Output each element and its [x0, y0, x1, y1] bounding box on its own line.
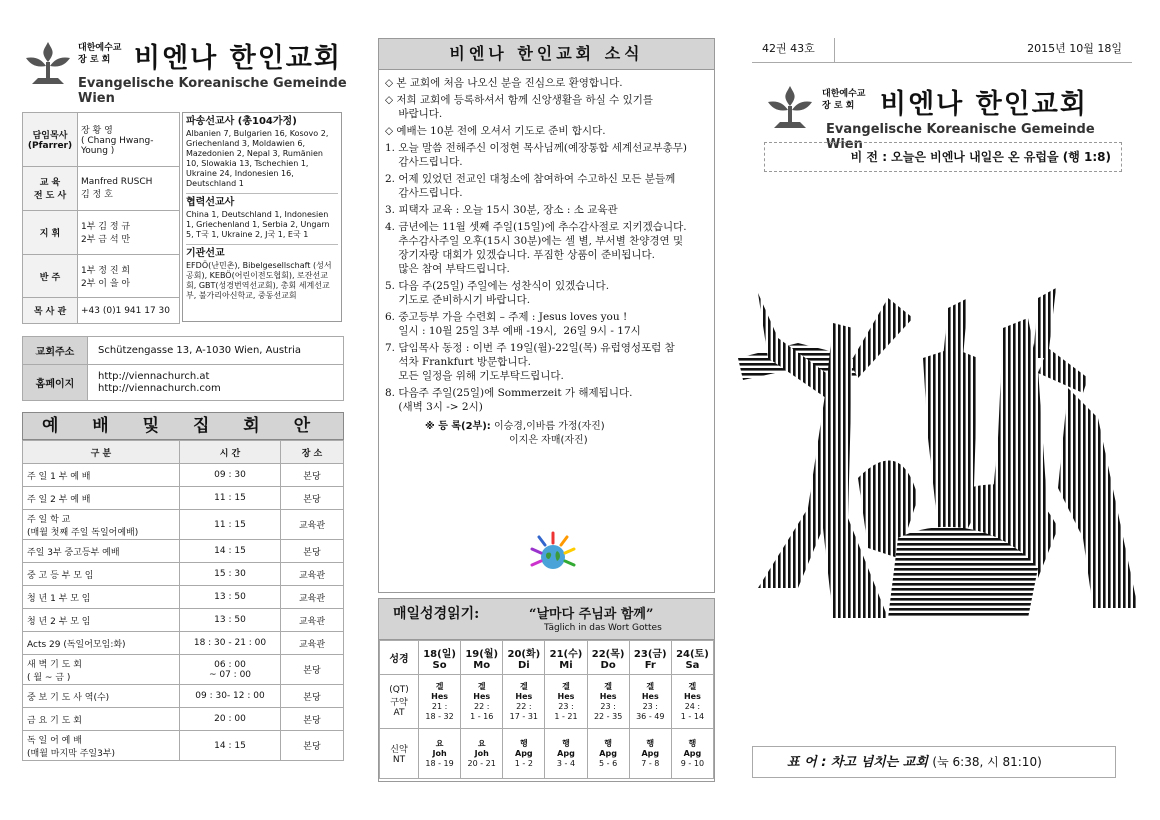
reading-book: Hes: [683, 691, 701, 701]
bible-row-label: 성경: [380, 641, 419, 675]
homepage-link-at[interactable]: http://viennachurch.at: [98, 370, 210, 382]
reading-book: Hes: [557, 691, 575, 701]
bible-nt-reading: [671, 729, 713, 779]
reading-book: Apg: [557, 748, 575, 758]
reading-book: Apg: [515, 748, 533, 758]
bible-ot-reading: [587, 675, 629, 729]
reading-verses: 1 - 16: [470, 711, 494, 721]
mission-group: [186, 194, 338, 245]
bible-ot-reading: [545, 675, 587, 729]
reading-book-ko: 겔: [435, 681, 444, 691]
news-item: 2. 어제 있었던 전교인 대청소에 참여하여 수고하신 모든 분들께 감사드립니다.: [385, 173, 676, 199]
motto-box: 표 어 : 차고 넘치는 교회 (눅 6:38, 시 81:10): [752, 746, 1116, 778]
reading-verses: 1 - 2: [514, 758, 533, 768]
reading-verses: 1 - 21: [554, 711, 578, 721]
reading-chapter: 23 :: [558, 701, 574, 711]
cover-church-name-ko: 비엔나 한인교회: [880, 89, 1088, 120]
worship-name: 주 일 1 부 예 배: [23, 464, 180, 487]
staff-name: 장 황 영 ( Chang Hwang-Young ): [78, 113, 180, 167]
bible-title-quote: “날마다 주님과 함께”: [529, 607, 654, 622]
bible-nt-reading: [503, 729, 545, 779]
worship-table: [22, 440, 344, 761]
reading-verses: 22 - 35: [593, 711, 623, 721]
worship-place: 본당: [281, 464, 344, 487]
news-item: ◇ 예배는 10분 전에 오셔서 기도로 준비 합시다.: [385, 125, 606, 137]
reading-book: Apg: [599, 748, 617, 758]
staff-row: [23, 113, 180, 167]
reading-chapter: 23 :: [600, 701, 616, 711]
motto-text: 차고 넘치는 교회: [830, 755, 928, 770]
staff-name: 1부 정 진 희 2부 이 을 아: [78, 254, 180, 298]
worship-title: 예 배 및 집 회 안 내: [22, 412, 344, 440]
reading-chapter: 24 :: [684, 701, 701, 711]
bible-nt-row: [380, 729, 714, 779]
worship-time: 20 : 00: [180, 708, 281, 731]
reading-book: Hes: [473, 691, 491, 701]
bible-ot-row: [380, 675, 714, 729]
registration-individual: 이지은 자매(자진): [509, 435, 588, 446]
worship-place: 교육관: [281, 563, 344, 586]
worship-place: 본당: [281, 540, 344, 563]
bible-ot-reading: [461, 675, 503, 729]
bible-day-ko: 18(일): [423, 648, 456, 660]
worship-place: 본당: [281, 731, 344, 761]
cover-denomination-bottom: 장 로 회: [822, 101, 855, 111]
bible-day-de: Do: [600, 659, 616, 671]
worship-time: 13 : 50: [180, 586, 281, 609]
reading-verses: 20 - 21: [467, 758, 496, 768]
bible-nt-reading: [419, 729, 461, 779]
reading-book-ko: 행: [646, 738, 655, 748]
worship-row: [23, 731, 344, 761]
vision-box: 비 전 : 오늘은 비엔나 내일은 온 유럽을 (행 1:8): [764, 142, 1122, 172]
worship-name: 주 일 학 교 (매월 첫째 주일 독일어예배): [23, 510, 180, 540]
bible-day-de: Mo: [473, 659, 491, 671]
reading-book-ko: 요: [477, 738, 486, 748]
registration-label: ※ 등 록(2부):: [425, 421, 491, 432]
bible-day-ko: 24(토): [676, 648, 709, 660]
reading-verses: 36 - 49: [636, 711, 665, 721]
homepage-link-com[interactable]: http://viennachurch.com: [98, 382, 221, 394]
staff-section: [22, 112, 344, 324]
staff-row: [23, 254, 180, 298]
bible-day: [587, 641, 629, 675]
worship-name: 독 일 어 예 배 (매월 마지막 주일3부): [23, 731, 180, 761]
reading-verses: 3 - 4: [556, 758, 576, 768]
bible-day-de: So: [432, 659, 447, 671]
bible-day-ko: 22(목): [591, 648, 625, 660]
bible-day-de: Sa: [685, 659, 700, 671]
issue-date: 2015년 10월 18일: [1027, 42, 1122, 55]
bible-header: [379, 599, 714, 640]
worship-name: 청 년 2 부 모 임: [23, 609, 180, 632]
bible-day: [545, 641, 587, 675]
staff-role: 교 육 전 도 사: [23, 166, 78, 210]
bible-ot-label: (QT) 구약 AT: [380, 675, 419, 729]
reading-book: Hes: [641, 691, 659, 701]
worship-place: 본당: [281, 685, 344, 708]
staff-table: [22, 112, 180, 324]
staff-name: +43 (0)1 941 17 30: [78, 298, 180, 324]
denomination-top: 대한예수교: [78, 43, 122, 53]
reading-verses: 18 - 32: [425, 711, 454, 721]
registration: [379, 420, 714, 448]
reading-book: Hes: [515, 691, 533, 701]
cover-church-name-de: Evangelische Koreanische Gemeinde Wien: [826, 122, 1095, 152]
worship-name: 금 요 기 도 회: [23, 708, 180, 731]
reading-book-ko: 겔: [646, 681, 655, 691]
bible-nt-label: 신약 NT: [380, 729, 419, 779]
worship-row: [23, 708, 344, 731]
mission-text: EFDÖ(난민촌), Bibelgesellschaft (성서공회), KEBÖ(어린이전도협회), 로잔선교회, GBT(성경번역선교회), 총회 세계선교부, 불가리아신학교, 중동선교회: [186, 261, 332, 300]
bible-day: [671, 641, 713, 675]
news-item: 4. 금년에는 11월 셋째 주일(15일)에 추수감사절로 지키겠습니다. 추수감사주일 오후(15시 30분)에는 셀 별, 부서별 찬양경연 및 장기자랑 대회가 있겠습니다. 푸짐한 상품이 준비됩니다. 많은 참여 부탁드립니다.: [385, 221, 687, 275]
reading-book-ko: 겔: [519, 681, 528, 691]
col-header-type: 구 분: [23, 441, 180, 464]
bible-nt-reading: [629, 729, 671, 779]
issue-divider: [834, 38, 835, 62]
worship-place: 본당: [281, 655, 344, 685]
news-item: 5. 다음 주(25일) 주일에는 성찬식이 있겠습니다. 기도로 준비하시기 바랍니다.: [385, 280, 610, 306]
news-list: [379, 70, 714, 414]
worship-row: [23, 632, 344, 655]
worship-place: 교육관: [281, 632, 344, 655]
worship-time: 15 : 30: [180, 563, 281, 586]
reading-verses: 5 - 6: [599, 758, 618, 768]
news-item: 7. 담임목사 동정 : 이번 주 19일(월)-22일(목) 유럽영성포럼 참 석차 Frankfurt 방문합니다. 모든 일정을 위해 기도부탁드립니다.: [385, 342, 675, 382]
bible-subtitle: Täglich in das Wort Gottes: [544, 623, 662, 633]
reading-book-ko: 겔: [604, 681, 612, 691]
worship-name: 중 고 등 부 모 임: [23, 563, 180, 586]
mission-text: China 1, Deutschland 1, Indonesien 1, Griechenland 1, Serbia 2, Ungarn 5, T국 1, Ukraine 2, J국 1, E국 1: [186, 210, 330, 239]
bible-day-ko: 23(금): [633, 648, 667, 660]
reading-verses: 17 - 31: [509, 711, 539, 721]
reading-book-ko: 겔: [688, 681, 697, 691]
worship-place: 교육관: [281, 510, 344, 540]
bible-title: 매일성경읽기:: [393, 606, 480, 622]
registration-family: 이승경,이바름 가정(자진): [493, 421, 605, 432]
worship-place: 교육관: [281, 609, 344, 632]
address-label: 교회주소: [23, 337, 88, 365]
worship-row: [23, 487, 344, 510]
bible-day-de: Fr: [644, 659, 656, 671]
staff-role: 목 사 관: [23, 298, 78, 324]
worship-place: 교육관: [281, 586, 344, 609]
bible-day-ko: 19(월): [465, 648, 499, 660]
worship-time: 13 : 50: [180, 609, 281, 632]
denomination-bottom: 장 로 회: [78, 55, 111, 65]
worship-time: 11 : 15: [180, 510, 281, 540]
news-panel: [378, 38, 715, 593]
cover-logo: [764, 80, 1124, 152]
worship-name: Acts 29 (독일어모임:화): [23, 632, 180, 655]
bible-ot-reading: [671, 675, 713, 729]
reading-book: Apg: [641, 748, 660, 758]
worship-name: 주 일 2 부 예 배: [23, 487, 180, 510]
address-value: Schützengasse 13, A-1030 Wien, Austria: [88, 337, 344, 365]
col-header-place: 장 소: [281, 441, 344, 464]
staff-row: [23, 166, 180, 210]
worship-time: 06 : 00 ~ 07 : 00: [180, 655, 281, 685]
reading-book: Apg: [683, 748, 702, 758]
reading-book: Joh: [432, 748, 447, 758]
church-logo-icon: [764, 82, 816, 134]
staff-row: [23, 210, 180, 254]
mission-group: [186, 245, 338, 305]
bible-day-de: Mi: [559, 659, 573, 671]
bible-day-row: [380, 641, 714, 675]
staff-role: 반 주: [23, 254, 78, 298]
issue-volume: 42권 43호: [762, 42, 815, 55]
church-logo-icon: [22, 38, 74, 90]
bible-nt-reading: [461, 729, 503, 779]
reading-verses: 9 - 10: [680, 758, 705, 768]
bible-day: [629, 641, 671, 675]
bible-day: [419, 641, 461, 675]
worship-name: 청 년 1 부 모 임: [23, 586, 180, 609]
staff-name: 1부 김 정 규 2부 금 석 만: [78, 210, 180, 254]
staff-row: [23, 298, 180, 324]
worship-time: 09 : 30: [180, 464, 281, 487]
worship-row: [23, 685, 344, 708]
reading-book-ko: 행: [604, 738, 612, 748]
bible-ot-reading: [629, 675, 671, 729]
news-title: 비엔나 한인교회 소식: [379, 39, 714, 70]
bible-day: [461, 641, 503, 675]
worship-row: [23, 563, 344, 586]
contact-table: [22, 336, 344, 401]
reading-book-ko: 겔: [562, 681, 570, 691]
worship-time: 14 : 15: [180, 731, 281, 761]
issue-bar: [752, 38, 1132, 63]
worship-row: [23, 510, 344, 540]
mission-group: [186, 113, 338, 194]
bible-ot-reading: [503, 675, 545, 729]
motto-reference: (눅 6:38, 시 81:10): [932, 755, 1042, 769]
staff-name: Manfred RUSCH 김 정 호: [78, 166, 180, 210]
globe-people-icon: [529, 529, 577, 577]
bible-nt-reading: [587, 729, 629, 779]
bible-table: [379, 640, 714, 779]
reading-chapter: 22 :: [516, 701, 532, 711]
bible-nt-reading: [545, 729, 587, 779]
reading-book-ko: 겔: [477, 681, 486, 691]
worship-row: [23, 586, 344, 609]
reading-book: Joh: [474, 748, 489, 758]
bible-day-ko: 21(수): [549, 648, 583, 660]
bible-panel: [378, 598, 715, 782]
staff-role: 지 휘: [23, 210, 78, 254]
mission-title: 협력선교사: [186, 197, 235, 208]
reading-chapter: 21 :: [431, 701, 448, 711]
church-name-ko: 비엔나 한인교회: [134, 43, 342, 74]
reading-book: Hes: [431, 691, 449, 701]
bible-ot-reading: [419, 675, 461, 729]
worship-name: 새 벽 기 도 회 ( 월 ~ 금 ): [23, 655, 180, 685]
worship-time: 14 : 15: [180, 540, 281, 563]
reading-book-ko: 행: [562, 738, 570, 748]
news-item: 6. 중고등부 가을 수련회 – 주제 : Jesus loves you ! 일시 : 10월 25일 3부 예배 -19시, 26일 9시 - 17시: [385, 311, 641, 337]
reading-book-ko: 요: [435, 738, 444, 748]
worship-row: [23, 609, 344, 632]
cover-denomination-top: 대한예수교: [822, 89, 866, 99]
reading-chapter: 22 :: [474, 701, 490, 711]
reading-verses: 18 - 19: [425, 758, 454, 768]
reading-verses: 1 - 14: [680, 711, 705, 721]
news-item: 1. 오늘 말씀 전해주신 이정현 목사님께(예장통합 세계선교부총무) 감사드립니다.: [385, 142, 687, 168]
staff-role: 담임목사 (Pfarrer): [23, 113, 78, 167]
worship-time: 18 : 30 - 21 : 00: [180, 632, 281, 655]
motto-label: 표 어: [787, 755, 817, 770]
worship-place: 본당: [281, 487, 344, 510]
cover-illustration: [738, 288, 1142, 620]
worship-time: 11 : 15: [180, 487, 281, 510]
worship-name: 주일 3부 중고등부 예배: [23, 540, 180, 563]
reading-book: Hes: [599, 691, 617, 701]
news-item: 8. 다음주 주일(25일)에 Sommerzeit 가 해제됩니다. (새벽 3시 -> 2시): [385, 387, 633, 413]
news-item: 3. 피택자 교육 : 오늘 15시 30분, 장소 : 소 교육관: [385, 204, 618, 216]
mission-title: 파송선교사 (총104가정): [186, 116, 297, 127]
worship-name: 중 보 기 도 사 역(수): [23, 685, 180, 708]
worship-time: 09 : 30- 12 : 00: [180, 685, 281, 708]
mission-title: 기관선교: [186, 248, 225, 259]
homepage-label: 홈페이지: [23, 365, 88, 401]
reading-book-ko: 행: [519, 738, 528, 748]
worship-place: 본당: [281, 708, 344, 731]
left-logo: [22, 36, 362, 106]
reading-verses: 7 - 8: [641, 758, 660, 768]
col-header-time: 시 간: [180, 441, 281, 464]
worship-row: [23, 655, 344, 685]
bible-day-ko: 20(화): [507, 648, 541, 660]
bible-day-de: Di: [517, 659, 530, 671]
worship-row: [23, 540, 344, 563]
reading-chapter: 23 :: [642, 701, 658, 711]
mission-text: Albanien 7, Bulgarien 16, Kosovo 2, Griechenland 3, Moldawien 6, Mazedonien 2, Nepal 3, Rumänien 10, Slowakia 13, Tschechien 1, Ukraine 24, Indonesien 16, Deutschland 1: [186, 129, 329, 188]
bible-day: [503, 641, 545, 675]
news-item: ◇ 저희 교회에 등록하셔서 함께 신앙생활을 하실 수 있기를 바랍니다.: [385, 94, 654, 120]
church-name-de: Evangelische Koreanische Gemeinde Wien: [78, 76, 347, 106]
reading-book-ko: 행: [688, 738, 697, 748]
mission-box: [182, 112, 342, 322]
news-item: ◇ 본 교회에 처음 나오신 분을 진심으로 환영합니다.: [385, 77, 623, 89]
worship-row: [23, 464, 344, 487]
